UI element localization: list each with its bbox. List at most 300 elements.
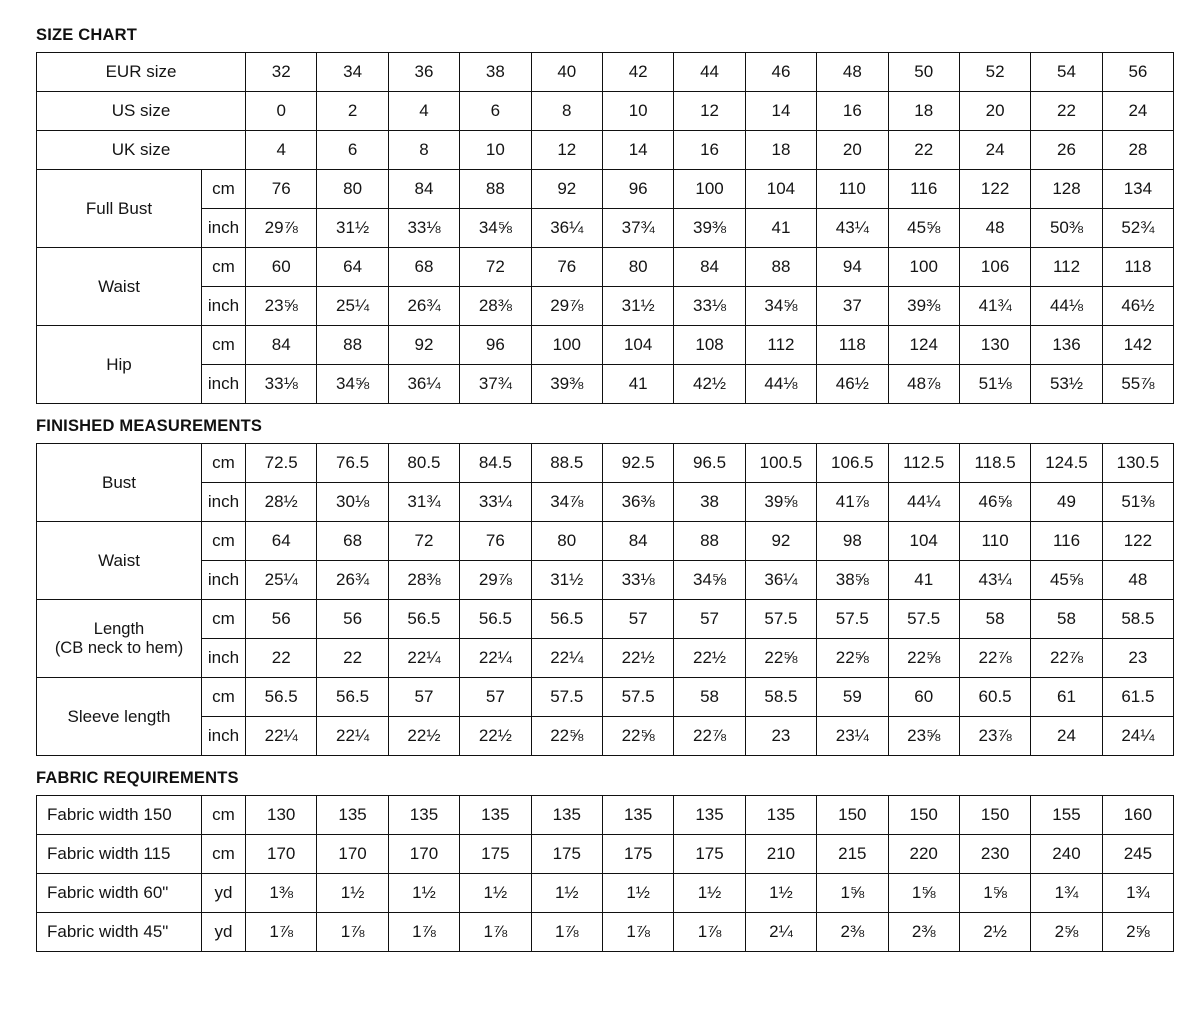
cell: 160 xyxy=(1102,796,1173,835)
cell: 36 xyxy=(388,53,459,92)
cell: 175 xyxy=(602,835,673,874)
cell: 36¼ xyxy=(388,365,459,404)
cell: 100 xyxy=(888,248,959,287)
table-row xyxy=(37,522,1174,561)
cell: 23¼ xyxy=(817,717,888,756)
cell: 68 xyxy=(317,522,388,561)
cell: 20 xyxy=(959,92,1030,131)
cell: 4 xyxy=(388,92,459,131)
cell: 1¾ xyxy=(1031,874,1102,913)
cell: 106 xyxy=(959,248,1030,287)
cell: 210 xyxy=(745,835,816,874)
cell: 24¼ xyxy=(1102,717,1173,756)
cell: 150 xyxy=(888,796,959,835)
cell: 41¾ xyxy=(959,287,1030,326)
unit-cell: inch xyxy=(202,483,246,522)
cell: 44⅛ xyxy=(1031,287,1102,326)
cell: 31½ xyxy=(317,209,388,248)
cell: 112 xyxy=(745,326,816,365)
cell: 58 xyxy=(1031,600,1102,639)
cell: 22 xyxy=(888,131,959,170)
cell: 84.5 xyxy=(460,444,531,483)
cell: 92 xyxy=(531,170,602,209)
cell: 170 xyxy=(246,835,317,874)
cell: 130 xyxy=(246,796,317,835)
row-label: EUR size xyxy=(37,53,246,92)
cell: 112 xyxy=(1031,248,1102,287)
cell: 68 xyxy=(388,248,459,287)
unit-cell: cm xyxy=(202,796,246,835)
cell: 175 xyxy=(531,835,602,874)
table-row xyxy=(37,326,1174,365)
cell: 124.5 xyxy=(1031,444,1102,483)
table-row xyxy=(37,53,1174,92)
cell: 1½ xyxy=(602,874,673,913)
unit-cell: cm xyxy=(202,522,246,561)
cell: 34⅞ xyxy=(531,483,602,522)
cell: 22½ xyxy=(602,639,673,678)
row-label-fabric-150: Fabric width 150 xyxy=(37,796,202,835)
table-row xyxy=(37,796,1174,835)
cell: 48 xyxy=(817,53,888,92)
cell: 43¼ xyxy=(817,209,888,248)
row-label-length xyxy=(37,600,202,678)
cell: 57 xyxy=(460,678,531,717)
cell: 230 xyxy=(959,835,1030,874)
cell: 1½ xyxy=(745,874,816,913)
cell: 45⅝ xyxy=(888,209,959,248)
cell: 44 xyxy=(674,53,745,92)
row-label-full-bust: Full Bust xyxy=(37,170,202,248)
cell: 36⅜ xyxy=(602,483,673,522)
cell: 46½ xyxy=(1102,287,1173,326)
cell: 33¼ xyxy=(460,483,531,522)
cell: 170 xyxy=(388,835,459,874)
unit-cell: inch xyxy=(202,365,246,404)
size-chart-title: SIZE CHART xyxy=(36,26,137,44)
cell: 136 xyxy=(1031,326,1102,365)
row-label-waist: Waist xyxy=(37,522,202,600)
table-row xyxy=(37,483,1174,522)
cell: 1⅝ xyxy=(959,874,1030,913)
cell: 33⅛ xyxy=(602,561,673,600)
cell: 1⅞ xyxy=(388,913,459,952)
cell: 22⅝ xyxy=(888,639,959,678)
cell: 12 xyxy=(674,92,745,131)
cell: 150 xyxy=(959,796,1030,835)
table-row xyxy=(37,170,1174,209)
row-label-waist: Waist xyxy=(37,248,202,326)
cell: 48 xyxy=(1102,561,1173,600)
cell: 135 xyxy=(317,796,388,835)
unit-cell: cm xyxy=(202,835,246,874)
cell: 22½ xyxy=(388,717,459,756)
cell: 22 xyxy=(246,639,317,678)
cell: 31½ xyxy=(531,561,602,600)
cell: 59 xyxy=(817,678,888,717)
cell: 135 xyxy=(674,796,745,835)
table-row xyxy=(37,209,1174,248)
cell: 51⅜ xyxy=(1102,483,1173,522)
table-row xyxy=(37,561,1174,600)
cell: 135 xyxy=(460,796,531,835)
cell: 58.5 xyxy=(745,678,816,717)
cell: 45⅝ xyxy=(1031,561,1102,600)
cell: 36¼ xyxy=(745,561,816,600)
cell: 28 xyxy=(1102,131,1173,170)
unit-cell: cm xyxy=(202,326,246,365)
cell: 22¼ xyxy=(460,639,531,678)
cell: 122 xyxy=(1102,522,1173,561)
cell: 46½ xyxy=(817,365,888,404)
cell: 26 xyxy=(1031,131,1102,170)
cell: 41 xyxy=(745,209,816,248)
cell: 50 xyxy=(888,53,959,92)
cell: 2⅝ xyxy=(1031,913,1102,952)
cell: 34⅝ xyxy=(460,209,531,248)
cell: 56.5 xyxy=(388,600,459,639)
cell: 88 xyxy=(460,170,531,209)
cell: 34 xyxy=(317,53,388,92)
cell: 92 xyxy=(388,326,459,365)
cell: 23 xyxy=(745,717,816,756)
cell: 41⅞ xyxy=(817,483,888,522)
cell: 24 xyxy=(959,131,1030,170)
row-label-fabric-45: Fabric width 45" xyxy=(37,913,202,952)
cell: 57.5 xyxy=(531,678,602,717)
cell: 22 xyxy=(1031,92,1102,131)
cell: 46⅝ xyxy=(959,483,1030,522)
cell: 1⅞ xyxy=(317,913,388,952)
cell: 41 xyxy=(888,561,959,600)
unit-cell: inch xyxy=(202,639,246,678)
cell: 52 xyxy=(959,53,1030,92)
cell: 1⅞ xyxy=(531,913,602,952)
cell: 33⅛ xyxy=(388,209,459,248)
cell: 22⅝ xyxy=(745,639,816,678)
cell: 1¾ xyxy=(1102,874,1173,913)
cell: 1⅝ xyxy=(888,874,959,913)
cell: 60 xyxy=(888,678,959,717)
cell: 42 xyxy=(602,53,673,92)
cell: 80 xyxy=(531,522,602,561)
cell: 57 xyxy=(602,600,673,639)
cell: 96 xyxy=(602,170,673,209)
cell: 28½ xyxy=(246,483,317,522)
row-label-sleeve-length: Sleeve length xyxy=(37,678,202,756)
cell: 37¾ xyxy=(460,365,531,404)
cell: 56 xyxy=(246,600,317,639)
cell: 240 xyxy=(1031,835,1102,874)
cell: 26¾ xyxy=(317,561,388,600)
table-row xyxy=(37,287,1174,326)
cell: 53½ xyxy=(1031,365,1102,404)
cell: 58.5 xyxy=(1102,600,1173,639)
cell: 22⅞ xyxy=(1031,639,1102,678)
cell: 98 xyxy=(817,522,888,561)
cell: 150 xyxy=(817,796,888,835)
unit-cell: inch xyxy=(202,209,246,248)
cell: 22¼ xyxy=(317,717,388,756)
cell: 44¼ xyxy=(888,483,959,522)
cell: 110 xyxy=(817,170,888,209)
cell: 32 xyxy=(246,53,317,92)
cell: 22⅞ xyxy=(959,639,1030,678)
cell: 22¼ xyxy=(246,717,317,756)
cell: 22⅝ xyxy=(602,717,673,756)
cell: 26¾ xyxy=(388,287,459,326)
cell: 34⅝ xyxy=(674,561,745,600)
cell: 116 xyxy=(1031,522,1102,561)
cell: 10 xyxy=(602,92,673,131)
cell: 1½ xyxy=(317,874,388,913)
unit-cell: yd xyxy=(202,874,246,913)
table-row xyxy=(37,248,1174,287)
finished-measurements-title: FINISHED MEASUREMENTS xyxy=(36,417,263,435)
cell: 60 xyxy=(246,248,317,287)
cell: 41 xyxy=(602,365,673,404)
cell: 14 xyxy=(602,131,673,170)
fabric-requirements-title: FABRIC REQUIREMENTS xyxy=(36,769,239,787)
fabric-requirements-table xyxy=(36,795,1174,952)
cell: 34⅝ xyxy=(745,287,816,326)
cell: 6 xyxy=(317,131,388,170)
cell: 54 xyxy=(1031,53,1102,92)
cell: 104 xyxy=(745,170,816,209)
length-label-line1: Length xyxy=(93,620,145,639)
cell: 96 xyxy=(460,326,531,365)
cell: 2 xyxy=(317,92,388,131)
cell: 57.5 xyxy=(745,600,816,639)
cell: 25¼ xyxy=(317,287,388,326)
cell: 94 xyxy=(817,248,888,287)
unit-cell: cm xyxy=(202,600,246,639)
cell: 23⅝ xyxy=(246,287,317,326)
cell: 1½ xyxy=(460,874,531,913)
cell: 57.5 xyxy=(602,678,673,717)
cell: 16 xyxy=(674,131,745,170)
cell: 22⅝ xyxy=(531,717,602,756)
cell: 2⅝ xyxy=(1102,913,1173,952)
cell: 215 xyxy=(817,835,888,874)
cell: 37 xyxy=(817,287,888,326)
cell: 88 xyxy=(674,522,745,561)
cell: 106.5 xyxy=(817,444,888,483)
cell: 110 xyxy=(959,522,1030,561)
cell: 58 xyxy=(959,600,1030,639)
finished-measurements-table xyxy=(36,443,1174,756)
cell: 1⅞ xyxy=(674,913,745,952)
cell: 122 xyxy=(959,170,1030,209)
table-row xyxy=(37,913,1174,952)
cell: 57 xyxy=(388,678,459,717)
cell: 55⅞ xyxy=(1102,365,1173,404)
cell: 48 xyxy=(959,209,1030,248)
cell: 124 xyxy=(888,326,959,365)
cell: 128 xyxy=(1031,170,1102,209)
cell: 175 xyxy=(674,835,745,874)
cell: 130 xyxy=(959,326,1030,365)
unit-cell: cm xyxy=(202,444,246,483)
cell: 2⅜ xyxy=(888,913,959,952)
cell: 42½ xyxy=(674,365,745,404)
cell: 84 xyxy=(602,522,673,561)
cell: 108 xyxy=(674,326,745,365)
cell: 4 xyxy=(246,131,317,170)
cell: 80.5 xyxy=(388,444,459,483)
cell: 84 xyxy=(388,170,459,209)
cell: 135 xyxy=(531,796,602,835)
unit-cell: cm xyxy=(202,248,246,287)
cell: 37¾ xyxy=(602,209,673,248)
unit-cell: cm xyxy=(202,678,246,717)
row-label-bust: Bust xyxy=(37,444,202,522)
cell: 170 xyxy=(317,835,388,874)
cell: 57 xyxy=(674,600,745,639)
cell: 29⅞ xyxy=(460,561,531,600)
cell: 1⅞ xyxy=(460,913,531,952)
cell: 34⅝ xyxy=(317,365,388,404)
cell: 44⅛ xyxy=(745,365,816,404)
cell: 56.5 xyxy=(460,600,531,639)
cell: 100.5 xyxy=(745,444,816,483)
cell: 48⅞ xyxy=(888,365,959,404)
cell: 88 xyxy=(745,248,816,287)
cell: 25¼ xyxy=(246,561,317,600)
cell: 23⅞ xyxy=(959,717,1030,756)
cell: 12 xyxy=(531,131,602,170)
cell: 1⅞ xyxy=(602,913,673,952)
unit-cell: inch xyxy=(202,717,246,756)
cell: 51⅛ xyxy=(959,365,1030,404)
cell: 22½ xyxy=(674,639,745,678)
cell: 23⅝ xyxy=(888,717,959,756)
row-label: UK size xyxy=(37,131,246,170)
cell: 72.5 xyxy=(246,444,317,483)
cell: 40 xyxy=(531,53,602,92)
cell: 92 xyxy=(745,522,816,561)
length-label-line2: (CB neck to hem) xyxy=(54,638,184,657)
cell: 76 xyxy=(460,522,531,561)
cell: 100 xyxy=(531,326,602,365)
cell: 1⅞ xyxy=(246,913,317,952)
cell: 24 xyxy=(1102,92,1173,131)
cell: 112.5 xyxy=(888,444,959,483)
cell: 28⅜ xyxy=(460,287,531,326)
cell: 88.5 xyxy=(531,444,602,483)
cell: 142 xyxy=(1102,326,1173,365)
cell: 1½ xyxy=(388,874,459,913)
table-row xyxy=(37,639,1174,678)
cell: 58 xyxy=(674,678,745,717)
cell: 29⅞ xyxy=(246,209,317,248)
cell: 118 xyxy=(817,326,888,365)
cell: 39⅜ xyxy=(888,287,959,326)
cell: 96.5 xyxy=(674,444,745,483)
cell: 64 xyxy=(317,248,388,287)
cell: 245 xyxy=(1102,835,1173,874)
cell: 1⅜ xyxy=(246,874,317,913)
unit-cell: inch xyxy=(202,287,246,326)
cell: 104 xyxy=(602,326,673,365)
cell: 155 xyxy=(1031,796,1102,835)
table-row xyxy=(37,874,1174,913)
cell: 76 xyxy=(246,170,317,209)
row-label: US size xyxy=(37,92,246,131)
cell: 43¼ xyxy=(959,561,1030,600)
cell: 39⅜ xyxy=(674,209,745,248)
cell: 0 xyxy=(246,92,317,131)
cell: 22¼ xyxy=(388,639,459,678)
cell: 29⅞ xyxy=(531,287,602,326)
cell: 61 xyxy=(1031,678,1102,717)
cell: 56 xyxy=(317,600,388,639)
cell: 56 xyxy=(1102,53,1173,92)
cell: 22⅞ xyxy=(674,717,745,756)
cell: 10 xyxy=(460,131,531,170)
cell: 84 xyxy=(674,248,745,287)
cell: 1⅝ xyxy=(817,874,888,913)
cell: 76.5 xyxy=(317,444,388,483)
cell: 22¼ xyxy=(531,639,602,678)
cell: 80 xyxy=(317,170,388,209)
cell: 118 xyxy=(1102,248,1173,287)
cell: 18 xyxy=(745,131,816,170)
cell: 76 xyxy=(531,248,602,287)
cell: 31½ xyxy=(602,287,673,326)
cell: 31¾ xyxy=(388,483,459,522)
cell: 220 xyxy=(888,835,959,874)
cell: 84 xyxy=(246,326,317,365)
cell: 20 xyxy=(817,131,888,170)
unit-cell: yd xyxy=(202,913,246,952)
cell: 52¾ xyxy=(1102,209,1173,248)
table-row xyxy=(37,835,1174,874)
cell: 14 xyxy=(745,92,816,131)
cell: 61.5 xyxy=(1102,678,1173,717)
table-row xyxy=(37,131,1174,170)
cell: 56.5 xyxy=(317,678,388,717)
cell: 116 xyxy=(888,170,959,209)
cell: 72 xyxy=(388,522,459,561)
unit-cell: inch xyxy=(202,561,246,600)
cell: 100 xyxy=(674,170,745,209)
cell: 46 xyxy=(745,53,816,92)
cell: 39⅜ xyxy=(531,365,602,404)
cell: 64 xyxy=(246,522,317,561)
cell: 33⅛ xyxy=(674,287,745,326)
cell: 92.5 xyxy=(602,444,673,483)
table-row xyxy=(37,444,1174,483)
cell: 175 xyxy=(460,835,531,874)
cell: 16 xyxy=(817,92,888,131)
cell: 49 xyxy=(1031,483,1102,522)
table-row xyxy=(37,600,1174,639)
cell: 8 xyxy=(388,131,459,170)
cell: 2¼ xyxy=(745,913,816,952)
row-label-fabric-60: Fabric width 60" xyxy=(37,874,202,913)
cell: 1½ xyxy=(674,874,745,913)
cell: 88 xyxy=(317,326,388,365)
cell: 72 xyxy=(460,248,531,287)
cell: 135 xyxy=(602,796,673,835)
cell: 60.5 xyxy=(959,678,1030,717)
row-label-fabric-115: Fabric width 115 xyxy=(37,835,202,874)
cell: 22⅝ xyxy=(817,639,888,678)
cell: 50⅜ xyxy=(1031,209,1102,248)
cell: 33⅛ xyxy=(246,365,317,404)
cell: 1½ xyxy=(531,874,602,913)
